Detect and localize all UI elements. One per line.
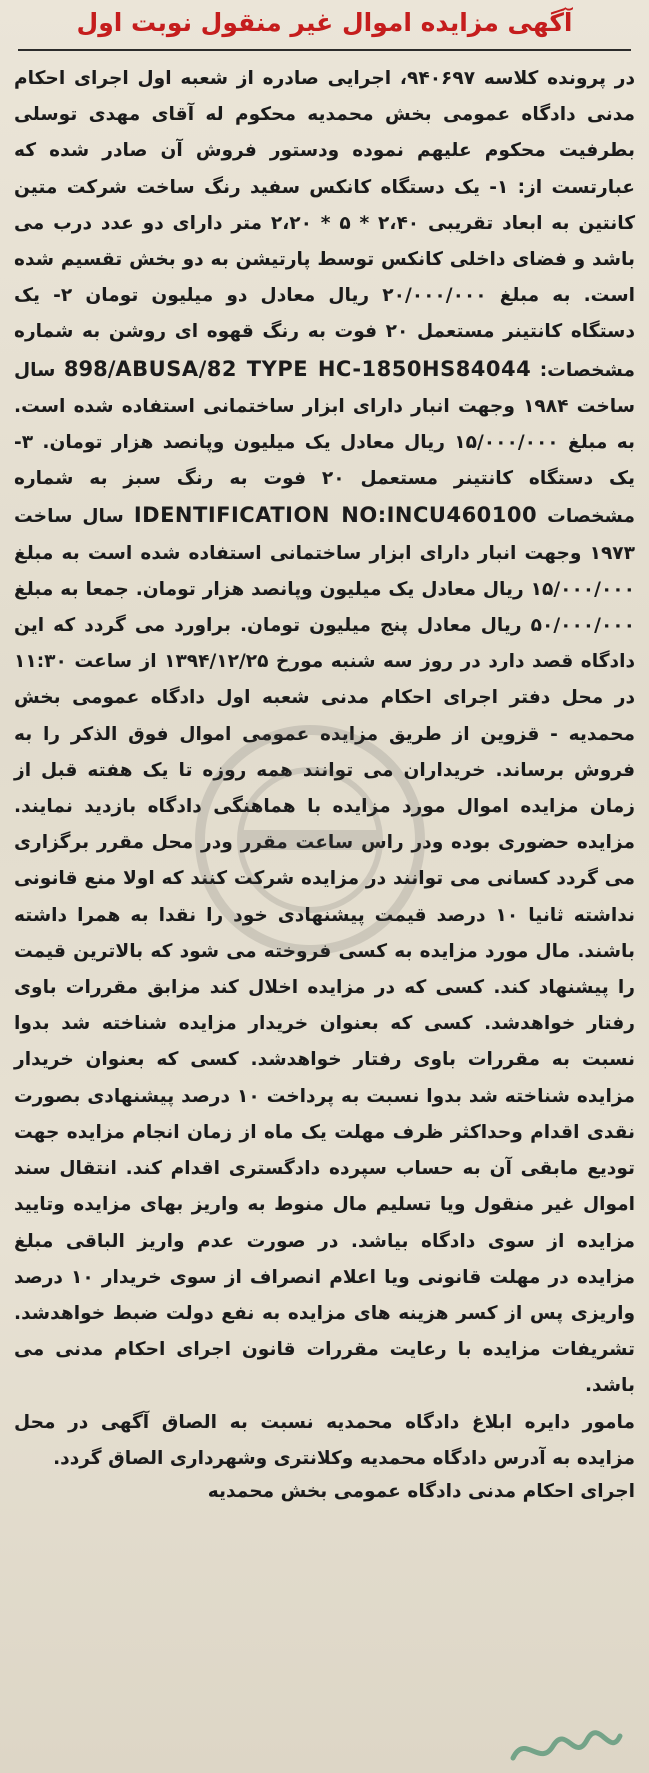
paragraph-2-text: سال ساخت ۱۹۸۴ وجهت انبار دارای ابزار ساختمانی استفاده شده است. به مبلغ ۱۵/۰۰۰/۰۰۰ ریال معادل یک میلیون وپانصد هزار تومان. ۳- یک دستگاه کانتینر مستعمل ۲۰ فوت به رنگ سبز به شماره مشخصات [14, 359, 636, 528]
handwritten-ink-mark [505, 1728, 625, 1773]
notice-paragraph-1 [14, 61, 635, 1405]
title-divider [18, 49, 631, 51]
container-2-spec-code: IDENTIFICATION NO:INCU460100 [133, 503, 538, 528]
notice-body [14, 61, 635, 1477]
container-1-spec-code: 898/ABUSA/82 TYPE HC-1850HS84044 [63, 356, 532, 381]
notice-title: آگهی مزایده اموال غیر منقول نوبت اول [76, 8, 573, 37]
paragraph-1-text: در پرونده کلاسه ۹۴۰۶۹۷، اجرایی صادره از شعبه اول اجرای احکام مدنی دادگاه عمومی بخش محمدیه محکوم له آقای مهدی توسلی بطرفیت محکوم علیهم نموده ودستور فروش آن صادر شده که عبارتست از: ۱- یک دستگاه کانکس سفید رنگ ساخت شرکت متین کانتین به ابعاد تقریبی ۲،۴۰ * ۵ * ۲،۲۰ متر دارای دو عدد درب می باشد و فضای داخلی کانکس توسط پارتیشن به دو بخش تقسیم شده است. به مبلغ ۲۰/۰۰۰/۰۰۰ ریال معادل دو میلیون تومان ۲- یک دستگاه کانتینر مستعمل ۲۰ فوت به رنگ قهوه ای روشن به شماره مشخصات: [14, 68, 636, 381]
paragraph-4-text: مامور دایره ابلاغ دادگاه محمدیه نسبت به الصاق آگهی در محل مزایده به آدرس دادگاه محمدیه وکلانتری وشهرداری الصاق گردد. [14, 1411, 635, 1469]
issuer-signature: اجرای احکام مدنی دادگاه عمومی بخش محمدیه [207, 1480, 635, 1502]
notice-paragraph-2 [14, 1405, 635, 1477]
paragraph-3-text: سال ساخت ۱۹۷۳ وجهت انبار دارای ابزار ساختمانی استفاده شده است به مبلغ ۱۵/۰۰۰/۰۰۰ ریال معادل یک میلیون وپانصد هزار تومان. جمعا به مبلغ ۵۰/۰۰۰/۰۰۰ ریال معادل پنج میلیون تومان. براورد می گردد که این دادگاه قصد دارد در روز سه شنبه مورخ ۱۳۹۴/۱۲/۲۵ از ساعت ۱۱:۳۰ در محل دفتر اجرای احکام مدنی شعبه اول دادگاه عمومی بخش محمدیه - قزوین از طریق مزایده عمومی اموال فوق الذکر را به فروش برساند. خریداران می توانند همه روزه تا یک هفته قبل از زمان مزایده اموال مورد مزایده با هماهنگی دادگاه بازدید نمایند. مزایده حضوری بوده ودر راس ساعت مقرر ودر محل مقرر برگزاری می گردد کسانی می توانند در مزایده شرکت کنند که اولا منع قانونی نداشته ثانیا ۱۰ درصد قیمت پیشنهادی خود را نقدا به همرا داشته باشند. مال مورد مزایده به کسی فروخته می شود که بالاترین قیمت را پیشنهاد کند. کسی که در مزایده اخلال کند مزابق مقررات باوی رفتار خواهدشد. کسی که بعنوان خریدار مزایده شناخته شد بدوا نسبت به مقررات باوی رفتار خواهدشد. کسی که بعنوان خریدار مزایده شناخته شد بدوا نسبت به پرداخت ۱۰ درصد پیشنهادی بصورت نقدی اقدام وحداکثر ظرف مهلت یک ماه از زمان انجام مزایده جهت تودیع مابقی آن به حساب سپرده دادگستری اقدام کند. انتقال سند اموال غیر منقول ویا تسلیم مال منوط به واریز بهای مزایده وتایید مزایده از سوی دادگاه بیاشد. در صورت عدم واریز الباقی مبلغ مزایده در مهلت قانونی ویا اعلام انصراف از سوی خریدار ۱۰ درصد واریزی پس از کسر هزینه های مزایده به نفع دولت ضبط خواهدشد. تشریفات مزایده با رعایت مقررات قانون اجرای احکام مدنی می باشد. [14, 506, 636, 1397]
